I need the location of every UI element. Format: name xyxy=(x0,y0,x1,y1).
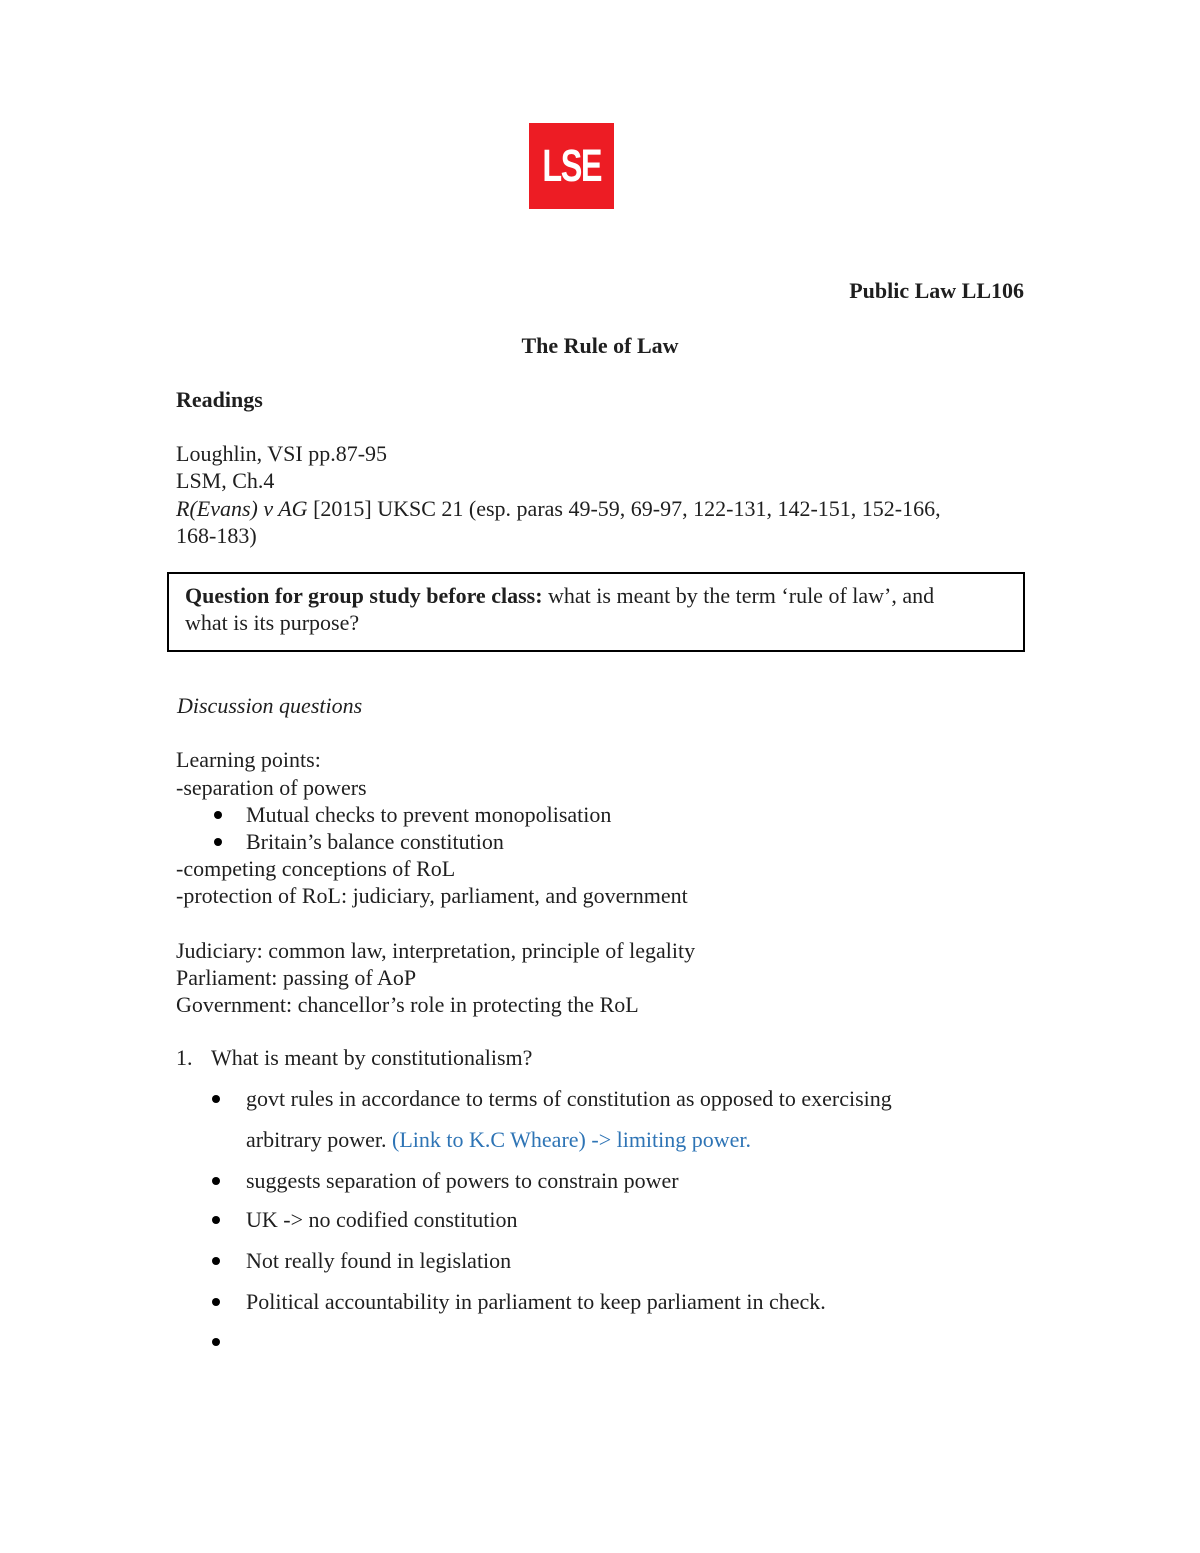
page-title: The Rule of Law xyxy=(521,333,679,358)
question-line xyxy=(185,582,1009,609)
answer-text: arbitrary power. xyxy=(246,1127,392,1152)
case-citation-cont: 168-183) xyxy=(176,523,257,548)
judiciary-line: Judiciary: common law, interpretation, principle of legality xyxy=(176,938,696,963)
government-line: Government: chancellor’s role in protecting the RoL xyxy=(176,992,639,1017)
discussion-heading: Discussion questions xyxy=(177,693,363,718)
answer-point: Political accountability in parliament to keep parliament in check. xyxy=(246,1289,826,1314)
answer-point-cont xyxy=(246,1126,751,1153)
reading-item-case xyxy=(176,495,941,522)
parliament-line: Parliament: passing of AoP xyxy=(176,965,417,990)
learning-point: -separation of powers xyxy=(176,775,367,800)
question-heading: What is meant by constitutionalism? xyxy=(211,1045,533,1070)
learning-subpoint: Mutual checks to prevent monopolisation xyxy=(246,802,612,827)
reading-item: LSM, Ch.4 xyxy=(176,468,275,493)
bullet-icon xyxy=(212,1257,220,1265)
question-number: 1. xyxy=(176,1045,193,1070)
course-code: Public Law LL106 xyxy=(849,278,1024,303)
learning-subpoint: Britain’s balance constitution xyxy=(246,829,504,854)
readings-heading: Readings xyxy=(176,387,263,412)
question-text: what is meant by the term ‘rule of law’, and xyxy=(542,583,935,608)
lse-logo: LSE xyxy=(529,123,614,209)
learning-point: -competing conceptions of RoL xyxy=(176,856,456,881)
bullet-icon xyxy=(212,1177,220,1185)
bullet-icon xyxy=(212,1338,220,1346)
reading-item: Loughlin, VSI pp.87-95 xyxy=(176,441,388,466)
bullet-icon xyxy=(214,838,222,846)
bullet-icon xyxy=(212,1216,220,1224)
answer-point: UK -> no codified constitution xyxy=(246,1207,518,1232)
learning-point: -protection of RoL: judiciary, parliament, and government xyxy=(176,883,688,908)
answer-point: govt rules in accordance to terms of constitution as opposed to exercising xyxy=(246,1086,892,1111)
question-box xyxy=(167,572,1025,652)
case-citation: [2015] UKSC 21 (esp. paras 49-59, 69-97, 122-131, 142-151, 152-166, xyxy=(307,496,941,521)
bullet-icon xyxy=(214,811,222,819)
link-text: (Link to K.C Wheare) -> limiting power. xyxy=(392,1127,752,1152)
case-name: R(Evans) v AG xyxy=(176,496,308,521)
bullet-icon xyxy=(212,1095,220,1103)
bullet-icon xyxy=(212,1298,220,1306)
answer-point: Not really found in legislation xyxy=(246,1248,512,1273)
answer-point: suggests separation of powers to constrain power xyxy=(246,1168,679,1193)
question-text-cont: what is its purpose? xyxy=(185,610,360,635)
question-label: Question for group study before class: xyxy=(185,583,543,608)
learning-points-label: Learning points: xyxy=(176,747,321,772)
